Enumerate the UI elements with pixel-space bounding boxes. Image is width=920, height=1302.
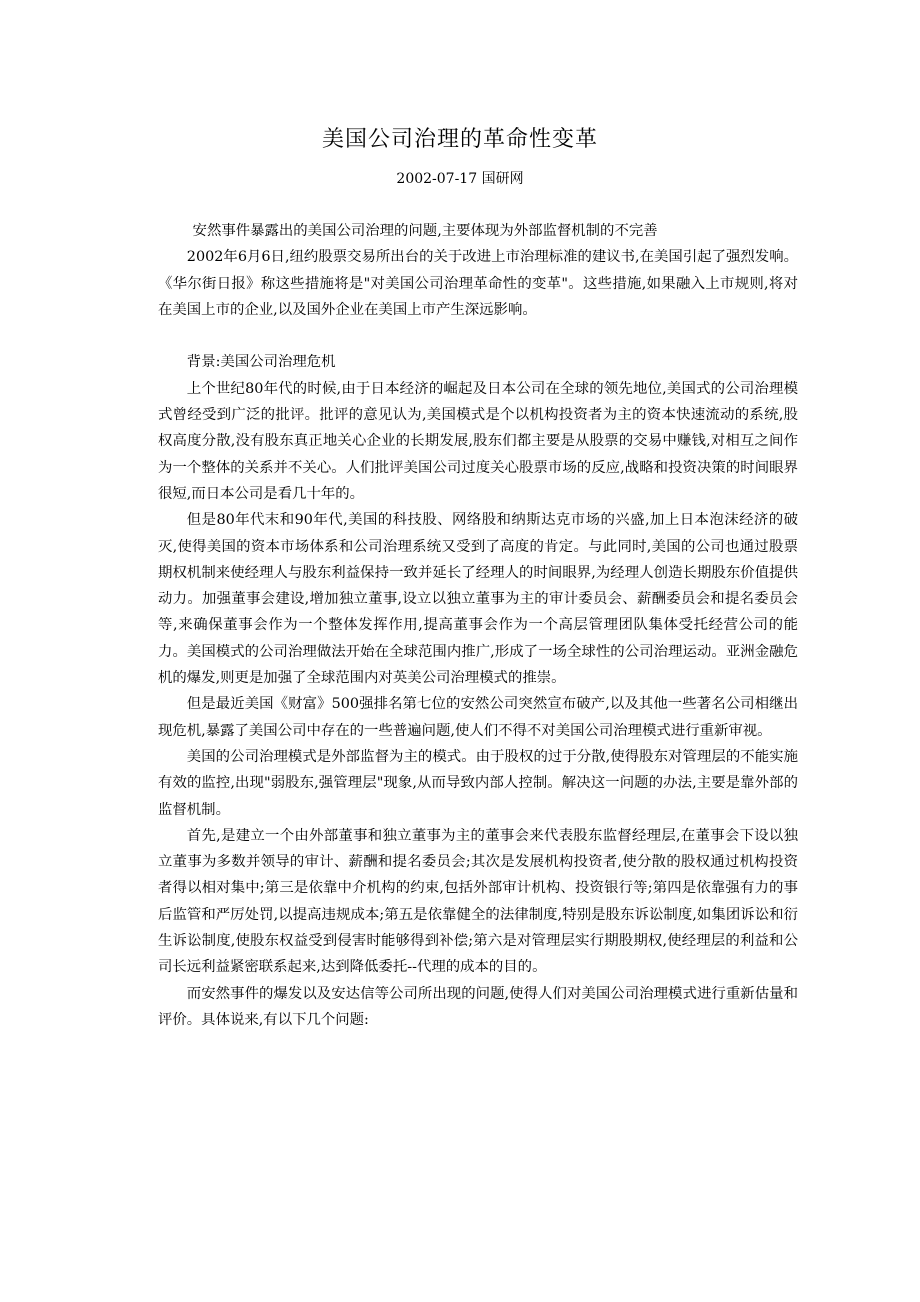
body-paragraph: 但是最近美国《财富》500强排名第七位的安然公司突然宣布破产,以及其他一些著名公司相继出现危机,暴露了美国公司中存在的一些普遍问题,使人们不得不对美国公司治理模式进行重新审视。 [158, 696, 798, 739]
section-heading: 背景:美国公司治理危机 [186, 354, 336, 371]
body-paragraph: 而安然事件的爆发以及安达信等公司所出现的问题,使得人们对美国公司治理模式进行重新估量和评价。具体说来,有以下几个问题: [158, 985, 798, 1028]
date-source-line: 2002-07-17 国研网 [396, 171, 524, 187]
paragraph-spacer [158, 323, 798, 349]
body-paragraph: 美国的公司治理模式是外部监督为主的模式。由于股权的过于分散,使得股东对管理层的不能实施有效的监控,出现"弱股东,强管理层"现象,从而导致内部人控制。解决这一问题的办法,主要是靠外部的监督机制。 [158, 748, 798, 818]
article-body [158, 218, 798, 1033]
body-paragraph: 上个世纪80年代的时候,由于日本经济的崛起及日本公司在全球的领先地位,美国式的公司治理模式曾经受到广泛的批评。批评的意见认为,美国模式是个以机构投资者为主的资本快速流动的系统,股权高度分散,没有股东真正地关心企业的长期发展,股东们都主要是从股票的交易中赚钱,对相互之间作为一个整体的关系并不关心。人们批评美国公司过度关心股票市场的反应,战略和投资决策的时间眼界很短,而日本公司是看几十年的。 [158, 380, 798, 502]
body-paragraph: 但是80年代末和90年代,美国的科技股、网络股和纳斯达克市场的兴盛,加上日本泡沫经济的破灭,使得美国的资本市场体系和公司治理系统又受到了高度的肯定。与此同时,美国的公司也通过股票期权机制来使经理人与股东利益保持一致并延长了经理人的时间眼界,为经理人创造长期股东价值提供动力。加强董事会建设,增加独立董事,设立以独立董事为主的审计委员会、薪酬委员会和提名委员会等,来确保董事会作为一个整体发挥作用,提高董事会作为一个高层管理团队集体受托经营公司的能力。美国模式的公司治理做法开始在全球范围内推广,形成了一场全球性的公司治理运动。亚洲金融危机的爆发,则更是加强了全球范围内对英美公司治理模式的推崇。 [158, 512, 798, 687]
body-paragraph: 首先,是建立一个由外部董事和独立董事为主的董事会来代表股东监督经理层,在董事会下设以独立董事为多数并领导的审计、薪酬和提名委员会;其次是发展机构投资者,使分散的股权通过机构投资者得以相对集中;第三是依靠中介机构的约束,包括外部审计机构、投资银行等;第四是依靠强有力的事后监管和严厉处罚,以提高违规成本;第五是依靠健全的法律制度,特别是股东诉讼制度,如集团诉讼和衍生诉讼制度,使股东权益受到侵害时能够得到补偿;第六是对管理层实行期股期权,使经理层的利益和公司长远利益紧密联系起来,达到降低委托--代理的成本的目的。 [158, 827, 798, 976]
intro-paragraph: 2002年6月6日,纽约股票交易所出台的关于改进上市治理标准的建议书,在美国引起了强烈发响。《华尔街日报》称这些措施将是"对美国公司治理革命性的变革"。这些措施,如果融入上市规则,将对在美国上市的企业,以及国外企业在美国上市产生深远影响。 [158, 249, 798, 318]
article-subtitle: 安然事件暴露出的美国公司治理的问题,主要体现为外部监督机制的不完善 [192, 223, 658, 239]
page-title: 美国公司治理的革命性变革 [321, 127, 598, 152]
